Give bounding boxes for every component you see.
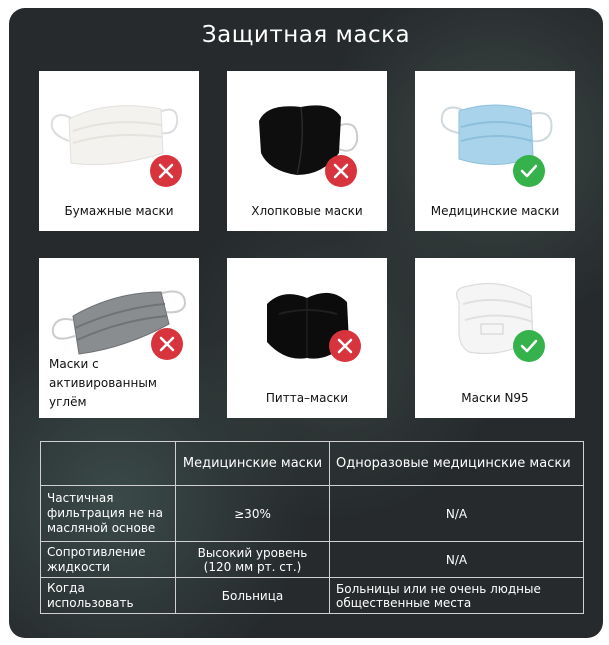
pitta-mask-image (227, 258, 387, 378)
card-cotton-masks (227, 71, 387, 231)
column-header-medical: Медицинские маски (176, 442, 330, 486)
cotton-mask-image (227, 71, 387, 191)
table-cell: Высокий уровень (120 мм рт. ст.) (176, 542, 330, 578)
card-paper-masks (39, 71, 199, 231)
table-cell: Больница (176, 578, 330, 614)
table-cell: N/A (330, 486, 584, 542)
table-row (41, 578, 584, 614)
rejected-icon (329, 330, 361, 362)
medical-mask-image (415, 71, 575, 191)
row-header: Частичная фильтрация не на масляной основе (41, 486, 176, 542)
card-pitta-masks (227, 258, 387, 418)
infographic-panel (9, 8, 603, 638)
card-label: Медицинские маски (430, 204, 560, 218)
row-header: Сопротивление жидкости (41, 542, 176, 578)
card-medical-masks (415, 71, 575, 231)
card-n95-masks (415, 258, 575, 418)
table-cell: Больницы или не очень людные общественные места (330, 578, 584, 614)
table-corner-cell (41, 442, 176, 486)
rejected-icon (325, 155, 357, 187)
card-carbon-masks (39, 258, 199, 418)
card-label: Хлопковые маски (251, 204, 363, 218)
rejected-icon (150, 155, 182, 187)
table-header-row (41, 442, 584, 486)
table-row (41, 486, 584, 542)
column-header-disposable: Одноразовые медицинские маски (330, 442, 584, 486)
table-cell: ≥30% (176, 486, 330, 542)
card-label: Маски N95 (461, 391, 529, 405)
page-title: Защитная маска (201, 22, 411, 48)
table-cell: N/A (330, 542, 584, 578)
row-header: Когда использовать (41, 578, 176, 614)
approved-icon (513, 155, 545, 187)
card-label: Питта–маски (265, 391, 349, 405)
approved-icon (513, 330, 545, 362)
comparison-table (40, 441, 584, 614)
table-row (41, 542, 584, 578)
card-label: Маски с активированным углём (49, 357, 157, 409)
card-label: Бумажные маски (64, 204, 174, 218)
n95-mask-image (415, 258, 575, 378)
